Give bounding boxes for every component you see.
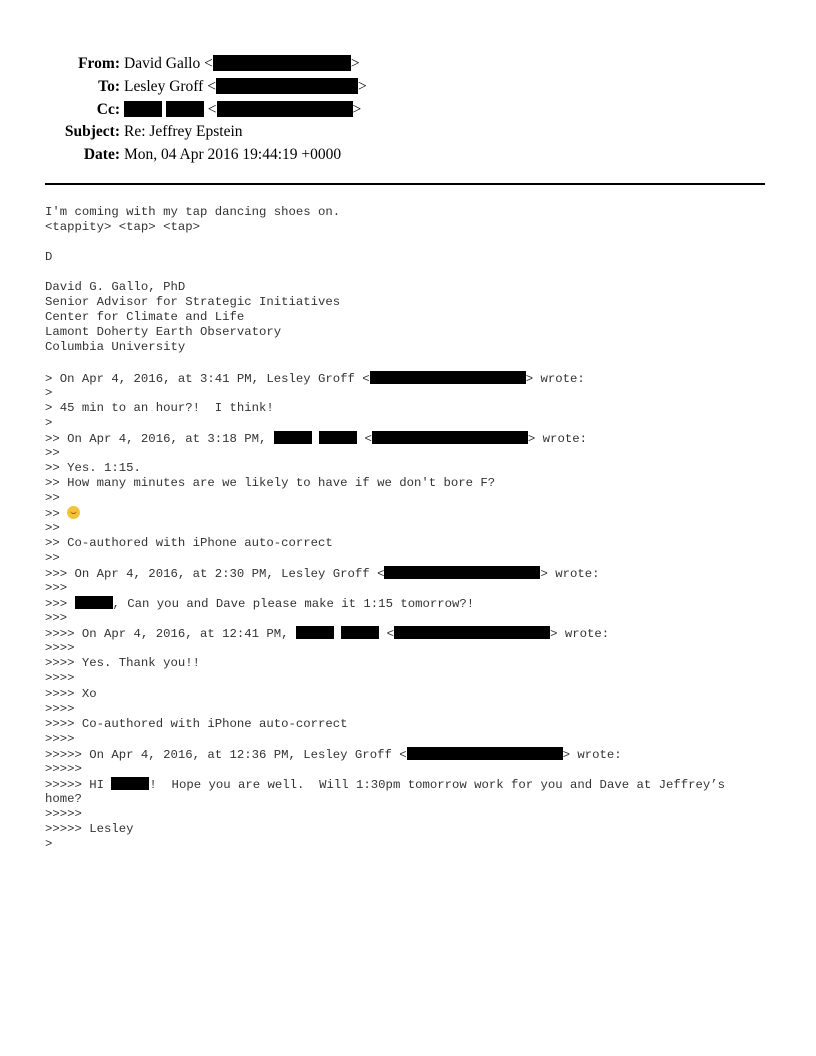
quote-line: >> How many minutes are we likely to have if we don't bore F? [45, 475, 496, 490]
quote-text: > wrote: [540, 567, 600, 582]
subject-row [40, 121, 367, 144]
quote-line: >> Yes. 1:15. [45, 460, 141, 475]
gt: > [357, 77, 367, 95]
blank-line [45, 265, 725, 280]
quote-line [45, 747, 725, 762]
quote-line [45, 777, 725, 792]
quote-text: >>> On Apr 4, 2016, at 2:30 PM, Lesley Groff < [45, 567, 385, 582]
quote-line: >>>>> Lesley [45, 821, 134, 836]
quote-text: >>>>> On Apr 4, 2016, at 12:36 PM, Lesley Groff < [45, 747, 407, 762]
from-row [40, 53, 367, 76]
quote-line: >> [45, 520, 60, 535]
quote-line: >>>> Xo [45, 686, 97, 701]
redacted-email [217, 101, 353, 117]
quote-line [45, 371, 725, 386]
hugging-face-emoji-icon [67, 506, 80, 519]
redacted-name [111, 777, 149, 790]
redacted-email [370, 371, 526, 384]
signature-line: Columbia University [45, 340, 186, 355]
signature-line: Lamont Doherty Earth Observatory [45, 325, 282, 340]
signature-line: Senior Advisor for Strategic Initiatives [45, 295, 341, 310]
cc-label: Cc: [96, 100, 120, 118]
body-line: D [45, 250, 53, 265]
quote-line: >> [45, 490, 60, 505]
quote-line [45, 431, 725, 446]
signature-line: Center for Climate and Life [45, 310, 245, 325]
quote-text: ! Hope you are well. Will 1:30pm tomorrow work for you and Dave at Jeffrey’s [149, 777, 726, 792]
quote-text: > On Apr 4, 2016, at 3:41 PM, Lesley Groff < [45, 371, 370, 386]
quote-text: < [379, 627, 395, 642]
quote-text: > wrote: [562, 747, 622, 762]
quote-line: >> Co-authored with iPhone auto-correct [45, 536, 333, 551]
quote-text: < [357, 431, 372, 446]
redacted-name [319, 431, 357, 444]
signature-line: David G. Gallo, PhD [45, 280, 186, 295]
to-value: Lesley Groff < [124, 77, 216, 95]
from-value: David Gallo < [124, 55, 213, 72]
gt: > [352, 100, 362, 118]
quote-text: >> [45, 506, 68, 521]
quote-text: > wrote: [527, 431, 587, 446]
quote-text: > wrote: [525, 371, 585, 386]
email-header [40, 53, 367, 167]
quote-line: >>>> Yes. Thank you!! [45, 656, 200, 671]
quote-text: , Can you and Dave please make it 1:15 tomorrow?! [112, 597, 475, 612]
quote-line: >>>>> [45, 806, 82, 821]
quote-text: >>> [45, 597, 75, 612]
to-row [40, 76, 367, 99]
redacted-name [341, 626, 379, 639]
blank-line [45, 355, 725, 370]
header-divider [45, 183, 765, 185]
quote-line: >>>> Co-authored with iPhone auto-correct [45, 716, 348, 731]
quote-line: > [45, 385, 53, 400]
redacted-email [372, 431, 528, 444]
lt: < [207, 100, 217, 118]
redacted-name [166, 101, 204, 117]
body-line: <tappity> <tap> <tap> [45, 220, 200, 235]
subject-label: Subject: [64, 123, 120, 141]
redacted-name [124, 101, 162, 117]
quote-line: home? [45, 791, 82, 806]
blank-line [45, 235, 725, 250]
redacted-name [296, 626, 334, 639]
quote-text: >>>>> HI [45, 777, 112, 792]
quote-line: >>>> [45, 701, 75, 716]
quote-line: >>>> [45, 671, 75, 686]
redacted-name [274, 431, 312, 444]
redacted-email [216, 78, 358, 94]
date-label: Date: [83, 146, 120, 164]
quote-text: > wrote: [550, 627, 610, 642]
quote-line [45, 506, 725, 521]
quote-line [45, 566, 725, 581]
quote-line: >>>>> [45, 761, 82, 776]
quote-text: >> On Apr 4, 2016, at 3:18 PM, [45, 431, 274, 446]
quote-line: > [45, 415, 53, 430]
quote-line: > [45, 836, 53, 851]
quote-line: >> [45, 445, 60, 460]
date-row [40, 144, 367, 167]
quote-line: >>>> [45, 641, 75, 656]
gt: > [350, 55, 360, 72]
redacted-name [75, 596, 113, 609]
quote-line: > 45 min to an hour?! I think! [45, 400, 274, 415]
quote-line [45, 626, 725, 641]
quote-line [45, 596, 725, 611]
subject-value: Re: Jeffrey Epstein [124, 123, 243, 141]
quote-line: >> [45, 551, 60, 566]
quote-line: >>> [45, 581, 68, 596]
body-line: I'm coming with my tap dancing shoes on. [45, 205, 341, 219]
redacted-email [394, 626, 550, 639]
to-label: To: [98, 77, 120, 95]
redacted-email [407, 747, 563, 760]
email-body [45, 205, 725, 852]
cc-row [40, 99, 367, 122]
quote-text: >>>> On Apr 4, 2016, at 12:41 PM, [45, 627, 296, 642]
date-value: Mon, 04 Apr 2016 19:44:19 +0000 [124, 146, 342, 164]
quote-line: >>>> [45, 731, 75, 746]
redacted-email [213, 55, 351, 71]
quote-line: >>> [45, 611, 68, 626]
from-label: From: [78, 55, 120, 72]
redacted-email [384, 566, 540, 579]
